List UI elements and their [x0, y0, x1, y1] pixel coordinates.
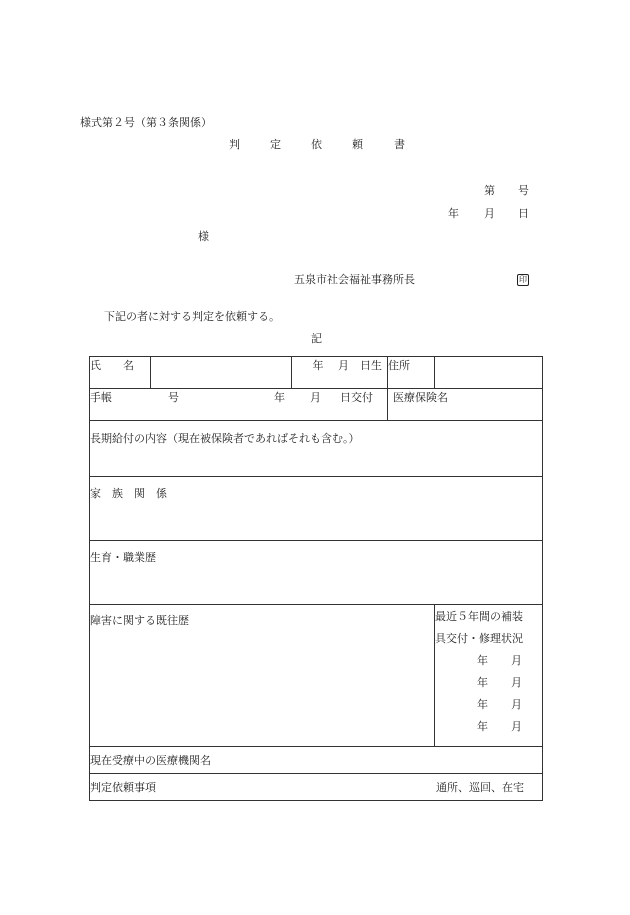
addressee-suffix: 様 — [198, 230, 209, 243]
date-month: 月 — [484, 207, 495, 220]
history-label: 生育・職業歴 — [90, 551, 156, 564]
techo-field[interactable] — [90, 389, 388, 421]
number-suffix: 号 — [518, 184, 529, 197]
number-prefix: 第 — [484, 184, 495, 197]
aids-label-line-1: 最近５年間の補装 — [435, 610, 523, 623]
current-hospital-field[interactable] — [90, 747, 543, 774]
aids-entry — [435, 716, 542, 738]
table-row — [90, 389, 543, 421]
insurance-field[interactable] — [388, 389, 543, 421]
request-items-label: 判定依頼事項 — [90, 781, 156, 794]
hospital-label: 現在受療中の医療機関名 — [90, 754, 211, 767]
techo-label: 手帳 — [90, 391, 112, 404]
table-row — [90, 747, 543, 774]
date-year: 年 — [448, 207, 459, 220]
title-char: 依 — [311, 138, 322, 151]
seal-mark: 印 — [519, 275, 527, 284]
birth-date-field[interactable]: 年 月 日生 — [292, 357, 388, 389]
table-row — [90, 605, 543, 747]
aids-entry — [435, 672, 542, 694]
title-char: 判 — [229, 138, 240, 151]
techo-go: 号 — [168, 391, 179, 404]
address-field[interactable] — [435, 357, 543, 389]
longterm-label: 長期給付の内容（現在被保険者であればそれも含む。） — [90, 432, 360, 445]
family-label: 家 族 関 係 — [90, 487, 167, 500]
issue-month: 月 — [310, 391, 321, 404]
upbringing-career-field[interactable] — [90, 541, 543, 605]
aids-year: 年 — [477, 654, 488, 667]
ki-heading: 記 — [311, 332, 322, 345]
aids-month: 月 — [511, 698, 522, 711]
insurance-label: 医療保険名 — [393, 391, 448, 404]
aids-label-line-2: 具交付・修理状況 — [435, 632, 523, 645]
table-row — [90, 541, 543, 605]
table-row — [90, 357, 543, 389]
sender-name: 五泉市社会福祉事務所長 — [294, 273, 415, 286]
request-form-table — [89, 356, 543, 801]
disability-label: 障害に関する既往歴 — [90, 614, 189, 627]
issue-day: 日交付 — [340, 391, 373, 404]
request-items-field[interactable] — [90, 774, 543, 801]
title-char: 定 — [270, 138, 281, 151]
address-label: 住所 — [388, 357, 435, 389]
request-items-options: 通所、巡回、在宅 — [436, 781, 524, 794]
aids-entry — [435, 650, 542, 672]
family-relations-field[interactable] — [90, 477, 543, 541]
date-day: 日 — [518, 207, 529, 220]
disability-history-field[interactable] — [90, 605, 435, 747]
issue-year: 年 — [274, 391, 285, 404]
assistive-device-history-field[interactable] — [435, 605, 543, 747]
title-char: 頼 — [352, 138, 363, 151]
aids-entry — [435, 694, 542, 716]
table-row — [90, 774, 543, 801]
longterm-benefit-field[interactable] — [90, 421, 543, 477]
table-row — [90, 477, 543, 541]
request-text: 下記の者に対する判定を依頼する。 — [104, 310, 280, 323]
aids-month: 月 — [511, 676, 522, 689]
aids-month: 月 — [511, 654, 522, 667]
table-row — [90, 421, 543, 477]
aids-year: 年 — [477, 676, 488, 689]
form-number: 様式第２号（第３条関係） — [80, 116, 212, 129]
name-field[interactable] — [151, 357, 292, 389]
aids-year: 年 — [477, 698, 488, 711]
title-char: 書 — [394, 138, 405, 151]
name-label: 氏 名 — [90, 357, 151, 389]
aids-month: 月 — [511, 720, 522, 733]
aids-year: 年 — [477, 720, 488, 733]
